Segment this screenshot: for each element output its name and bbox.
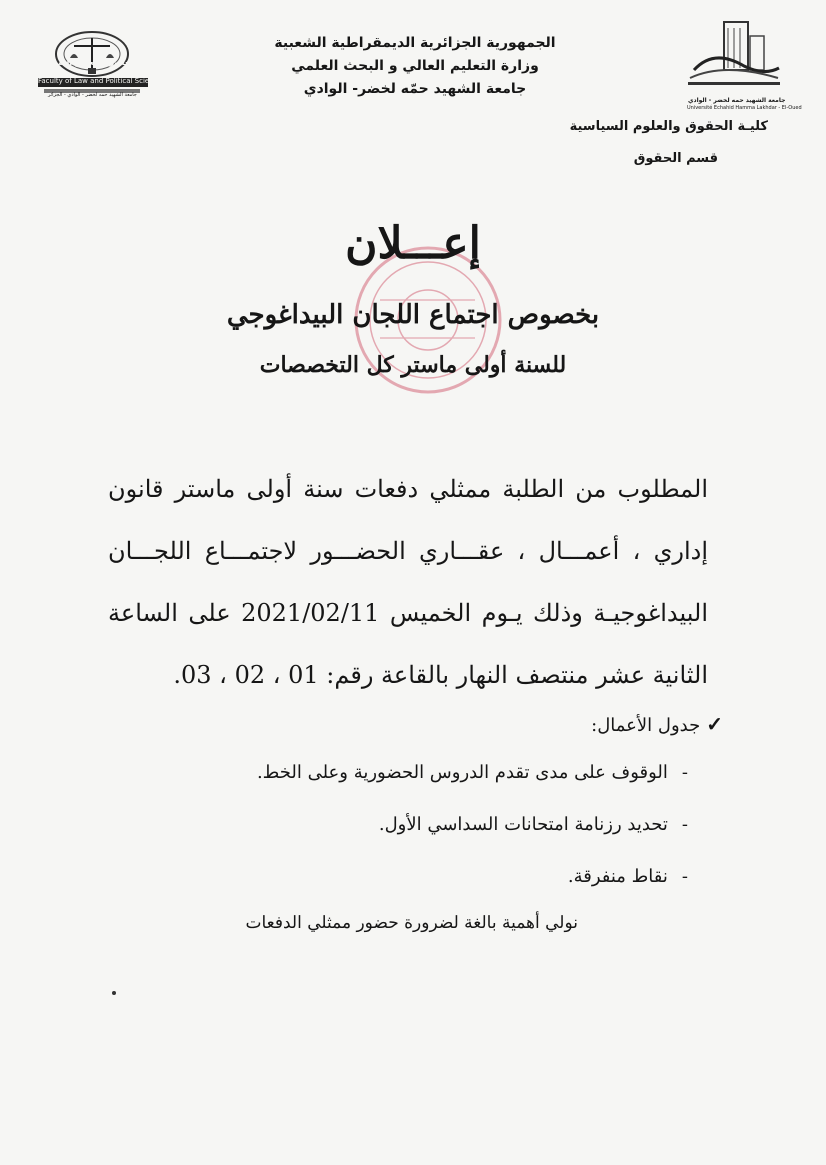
left-logo-sub-text: جامعة الشهيد حمه لخضر - الوادي - الجزائر (48, 92, 137, 98)
announcement-body (108, 458, 708, 706)
header-line-university: جامعة الشهيد حمّه لخضر- الوادي (303, 81, 527, 97)
speck-mark (112, 991, 116, 995)
bullet-dash-icon: - (681, 762, 688, 783)
body-line: إداري ، أعمـــال ، عقـــاري الحضـــور لاجتمـــاع اللجـــان (108, 537, 708, 565)
checkmark-icon: ✓ (706, 712, 723, 736)
department-name: قسم الحقوق (633, 151, 718, 166)
body-line: البيداغوجيـة وذلك يـوم الخميس 2021/02/11 على الساعة (108, 599, 708, 627)
left-logo-ar-text: كلية الحقوق والعلوم السياسية (36, 58, 156, 67)
page-title: إعـــلان (345, 218, 481, 269)
body-line: المطلوب من الطلبة ممثلي دفعات سنة أولى ماستر قانون (108, 475, 708, 503)
page-subtitle: بخصوص اجتماع اللجان البيداغوجي (226, 300, 600, 330)
header-line-republic: الجمهورية الجزائرية الديمقراطية الشعبية (274, 35, 556, 51)
agenda-heading (591, 712, 723, 736)
left-logo-en-text: Faculty of Law and Political Science (38, 77, 162, 85)
list-item (257, 758, 688, 810)
bullet-dash-icon: - (681, 814, 688, 835)
closing-note: نولي أهمية بالغة لضرورة حضور ممثلي الدفعات (245, 913, 578, 933)
agenda-item-text: الوقوف على مدى تقدم الدروس الحضورية وعلى الخط. (256, 762, 668, 783)
agenda-heading-text: جدول الأعمال: (591, 715, 701, 736)
agenda-item-text: نقاط منفرقة. (567, 866, 668, 887)
header-lines (250, 32, 580, 101)
bullet-dash-icon: - (681, 866, 688, 887)
header-line-ministry: وزارة التعليم العالي و البحث العلمي (291, 58, 539, 74)
page-subtitle-target: للسنة أولى ماستر كل التخصصات (259, 352, 567, 378)
faculty-name: كليـة الحقوق والعلوم السياسية (569, 119, 768, 134)
body-line: الثانية عشر منتصف النهار بالقاعة رقم: 01 ، 02 ، 03. (173, 661, 708, 689)
list-item (257, 862, 688, 914)
agenda-item-text: تحديد رزنامة امتحانات السداسي الأول. (378, 814, 668, 835)
list-item (257, 810, 688, 862)
right-logo-en-text: Université Echahid Hamma Lakhdar - El-Oued (687, 105, 802, 111)
right-logo-ar-text: جامعة الشهيد حمه لخضر - الوادي (688, 97, 786, 104)
agenda-list (257, 758, 688, 914)
